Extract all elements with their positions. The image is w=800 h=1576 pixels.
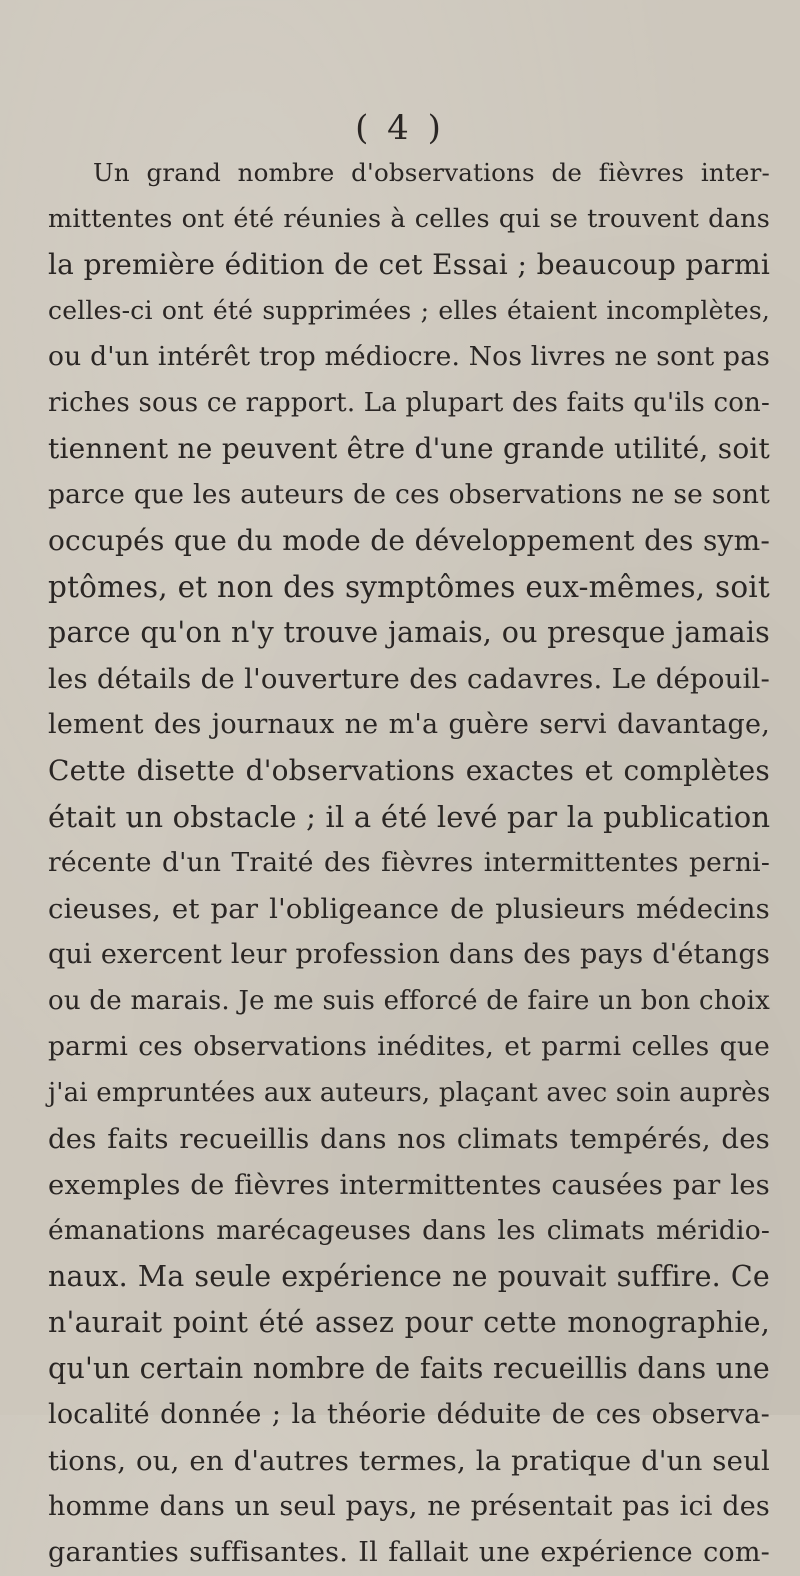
body-text <box>48 150 770 1576</box>
text-line: tions, ou, en d'autres termes, la pratique d'un seul <box>48 1445 770 1477</box>
text-line: récente d'un Traité des fièvres intermittentes perni- <box>48 847 770 878</box>
text-line: homme dans un seul pays, ne présentait pas ici des <box>48 1491 770 1522</box>
text-line: mittentes ont été réunies à celles qui se trouvent dans <box>48 204 770 234</box>
text-line: exemples de fièvres intermittentes causées par les <box>48 1169 770 1201</box>
text-line: lement des journaux ne m'a guère servi davantage, <box>48 709 770 740</box>
text-line: localité donnée ; la théorie déduite de ces observa- <box>48 1399 770 1430</box>
text-line: j'ai empruntées aux auteurs, plaçant avec soin auprès <box>48 1078 771 1108</box>
text-line: Cette disette d'observations exactes et complètes <box>48 754 770 787</box>
text-line: émanations marécageuses dans les climats méridio- <box>48 1215 770 1246</box>
page-number: ( 4 ) <box>355 108 445 148</box>
text-line: qu'un certain nombre de faits recueillis dans une <box>48 1352 770 1385</box>
text-line: parce qu'on n'y trouve jamais, ou presque jamais <box>48 616 770 649</box>
text-line: les détails de l'ouverture des cadavres. Le dépouil- <box>48 663 770 695</box>
text-line: ptômes, et non des symptômes eux-mêmes, soit <box>48 570 770 604</box>
text-line: qui exercent leur profession dans des pays d'étangs <box>48 939 770 970</box>
text-line: parce que les auteurs de ces observations ne se sont <box>48 479 770 510</box>
text-line: n'aurait point été assez pour cette monographie, <box>48 1306 770 1339</box>
text-line: naux. Ma seule expérience ne pouvait suffire. Ce <box>48 1260 770 1293</box>
text-line: garanties suffisantes. Il fallait une expérience com- <box>48 1537 770 1568</box>
text-line: des faits recueillis dans nos climats tempérés, des <box>48 1123 770 1155</box>
text-line: ou de marais. Je me suis efforcé de faire un bon choix <box>48 986 770 1016</box>
text-line: était un obstacle ; il a été levé par la publication <box>48 800 771 834</box>
text-line: celles-ci ont été supprimées ; elles étaient incomplètes, <box>48 296 770 325</box>
text-line: occupés que du mode de développement des sym- <box>48 524 770 557</box>
text-line: ou d'un intérêt trop médiocre. Nos livres ne sont pas <box>48 341 770 372</box>
text-line: tiennent ne peuvent être d'une grande utilité, soit <box>48 432 770 465</box>
text-line: Un grand nombre d'observations de fièvres inter- <box>93 158 770 187</box>
text-line: cieuses, et par l'obligeance de plusieurs médecins <box>48 893 770 925</box>
text-line: parmi ces observations inédites, et parmi celles que <box>48 1031 770 1062</box>
text-line: la première édition de cet Essai ; beaucoup parmi <box>48 248 770 281</box>
text-line: riches sous ce rapport. La plupart des faits qu'ils con- <box>48 388 770 418</box>
